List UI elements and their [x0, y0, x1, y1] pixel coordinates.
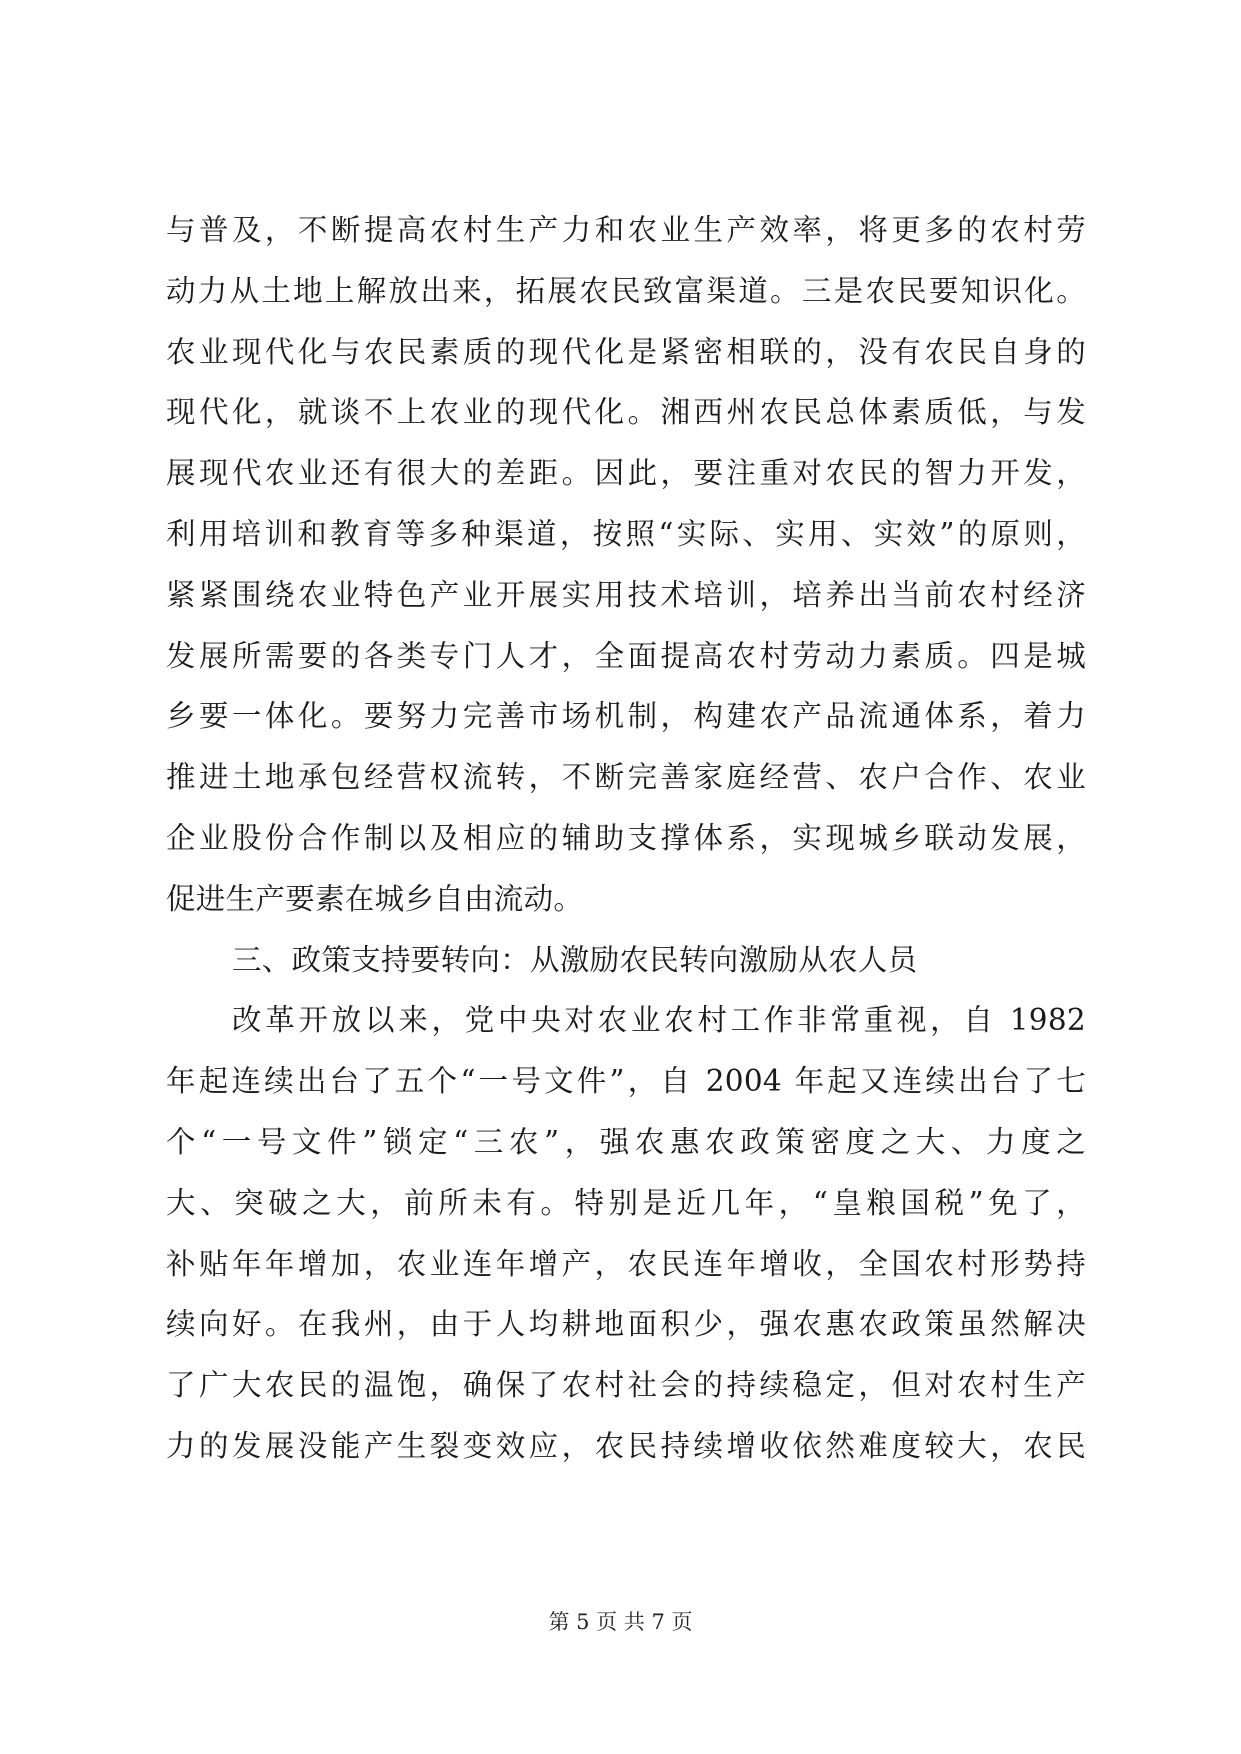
text-line: 发展所需要的各类专门人才，全面提高农村劳动力素质。四是城 [166, 638, 1086, 673]
text-line: 推进土地承包经营权流转，不断完善家庭经营、农户合作、农业 [166, 760, 1086, 795]
text-line: 乡要一体化。要努力完善市场机制，构建农产品流通体系，着力 [166, 699, 1086, 734]
text-line: 个“一号文件”锁定“三农”，强农惠农政策密度之大、力度之 [166, 1124, 1086, 1159]
text-line: 力的发展没能产生裂变效应，农民持续增收依然难度较大，农民 [166, 1428, 1086, 1463]
body-text [166, 200, 1086, 1477]
page-number-footer: 第 5 页 共 7 页 [548, 1610, 693, 1634]
text-line: 促进生产要素在城乡自由流动。 [166, 881, 584, 916]
text-line: 与普及，不断提高农村生产力和农业生产效率，将更多的农村劳 [166, 213, 1086, 247]
text-line: 补贴年年增加，农业连年增产，农民连年增收，全国农村形势持 [166, 1246, 1086, 1281]
text-line: 年起连续出台了五个“一号文件”，自 2004 年起又连续出台了七 [166, 1064, 1086, 1099]
section-heading: 三、政策支持要转向：从激励农民转向激励从农人员 [232, 942, 918, 977]
text-line: 企业股份合作制以及相应的辅助支撑体系，实现城乡联动发展， [166, 820, 1086, 855]
text-line: 动力从土地上解放出来，拓展农民致富渠道。三是农民要知识化。 [166, 273, 1086, 308]
text-line: 了广大农民的温饱，确保了农村社会的持续稳定，但对农村生产 [166, 1368, 1086, 1403]
text-line: 续向好。在我州，由于人均耕地面积少，强农惠农政策虽然解决 [166, 1307, 1086, 1342]
text-line: 改革开放以来，党中央对农业农村工作非常重视，自 1982 [232, 1003, 1086, 1038]
text-line: 展现代农业还有很大的差距。因此，要注重对农民的智力开发， [166, 456, 1086, 491]
text-line: 大、突破之大，前所未有。特别是近几年，“皇粮国税”免了， [166, 1185, 1086, 1220]
text-line: 紧紧围绕农业特色产业开展实用技术培训，培养出当前农村经济 [166, 577, 1086, 612]
text-line: 现代化，就谈不上农业的现代化。湘西州农民总体素质低，与发 [166, 395, 1086, 430]
text-line: 农业现代化与农民素质的现代化是紧密相联的，没有农民自身的 [166, 334, 1086, 369]
text-line: 利用培训和教育等多种渠道，按照“实际、实用、实效”的原则， [166, 516, 1086, 551]
